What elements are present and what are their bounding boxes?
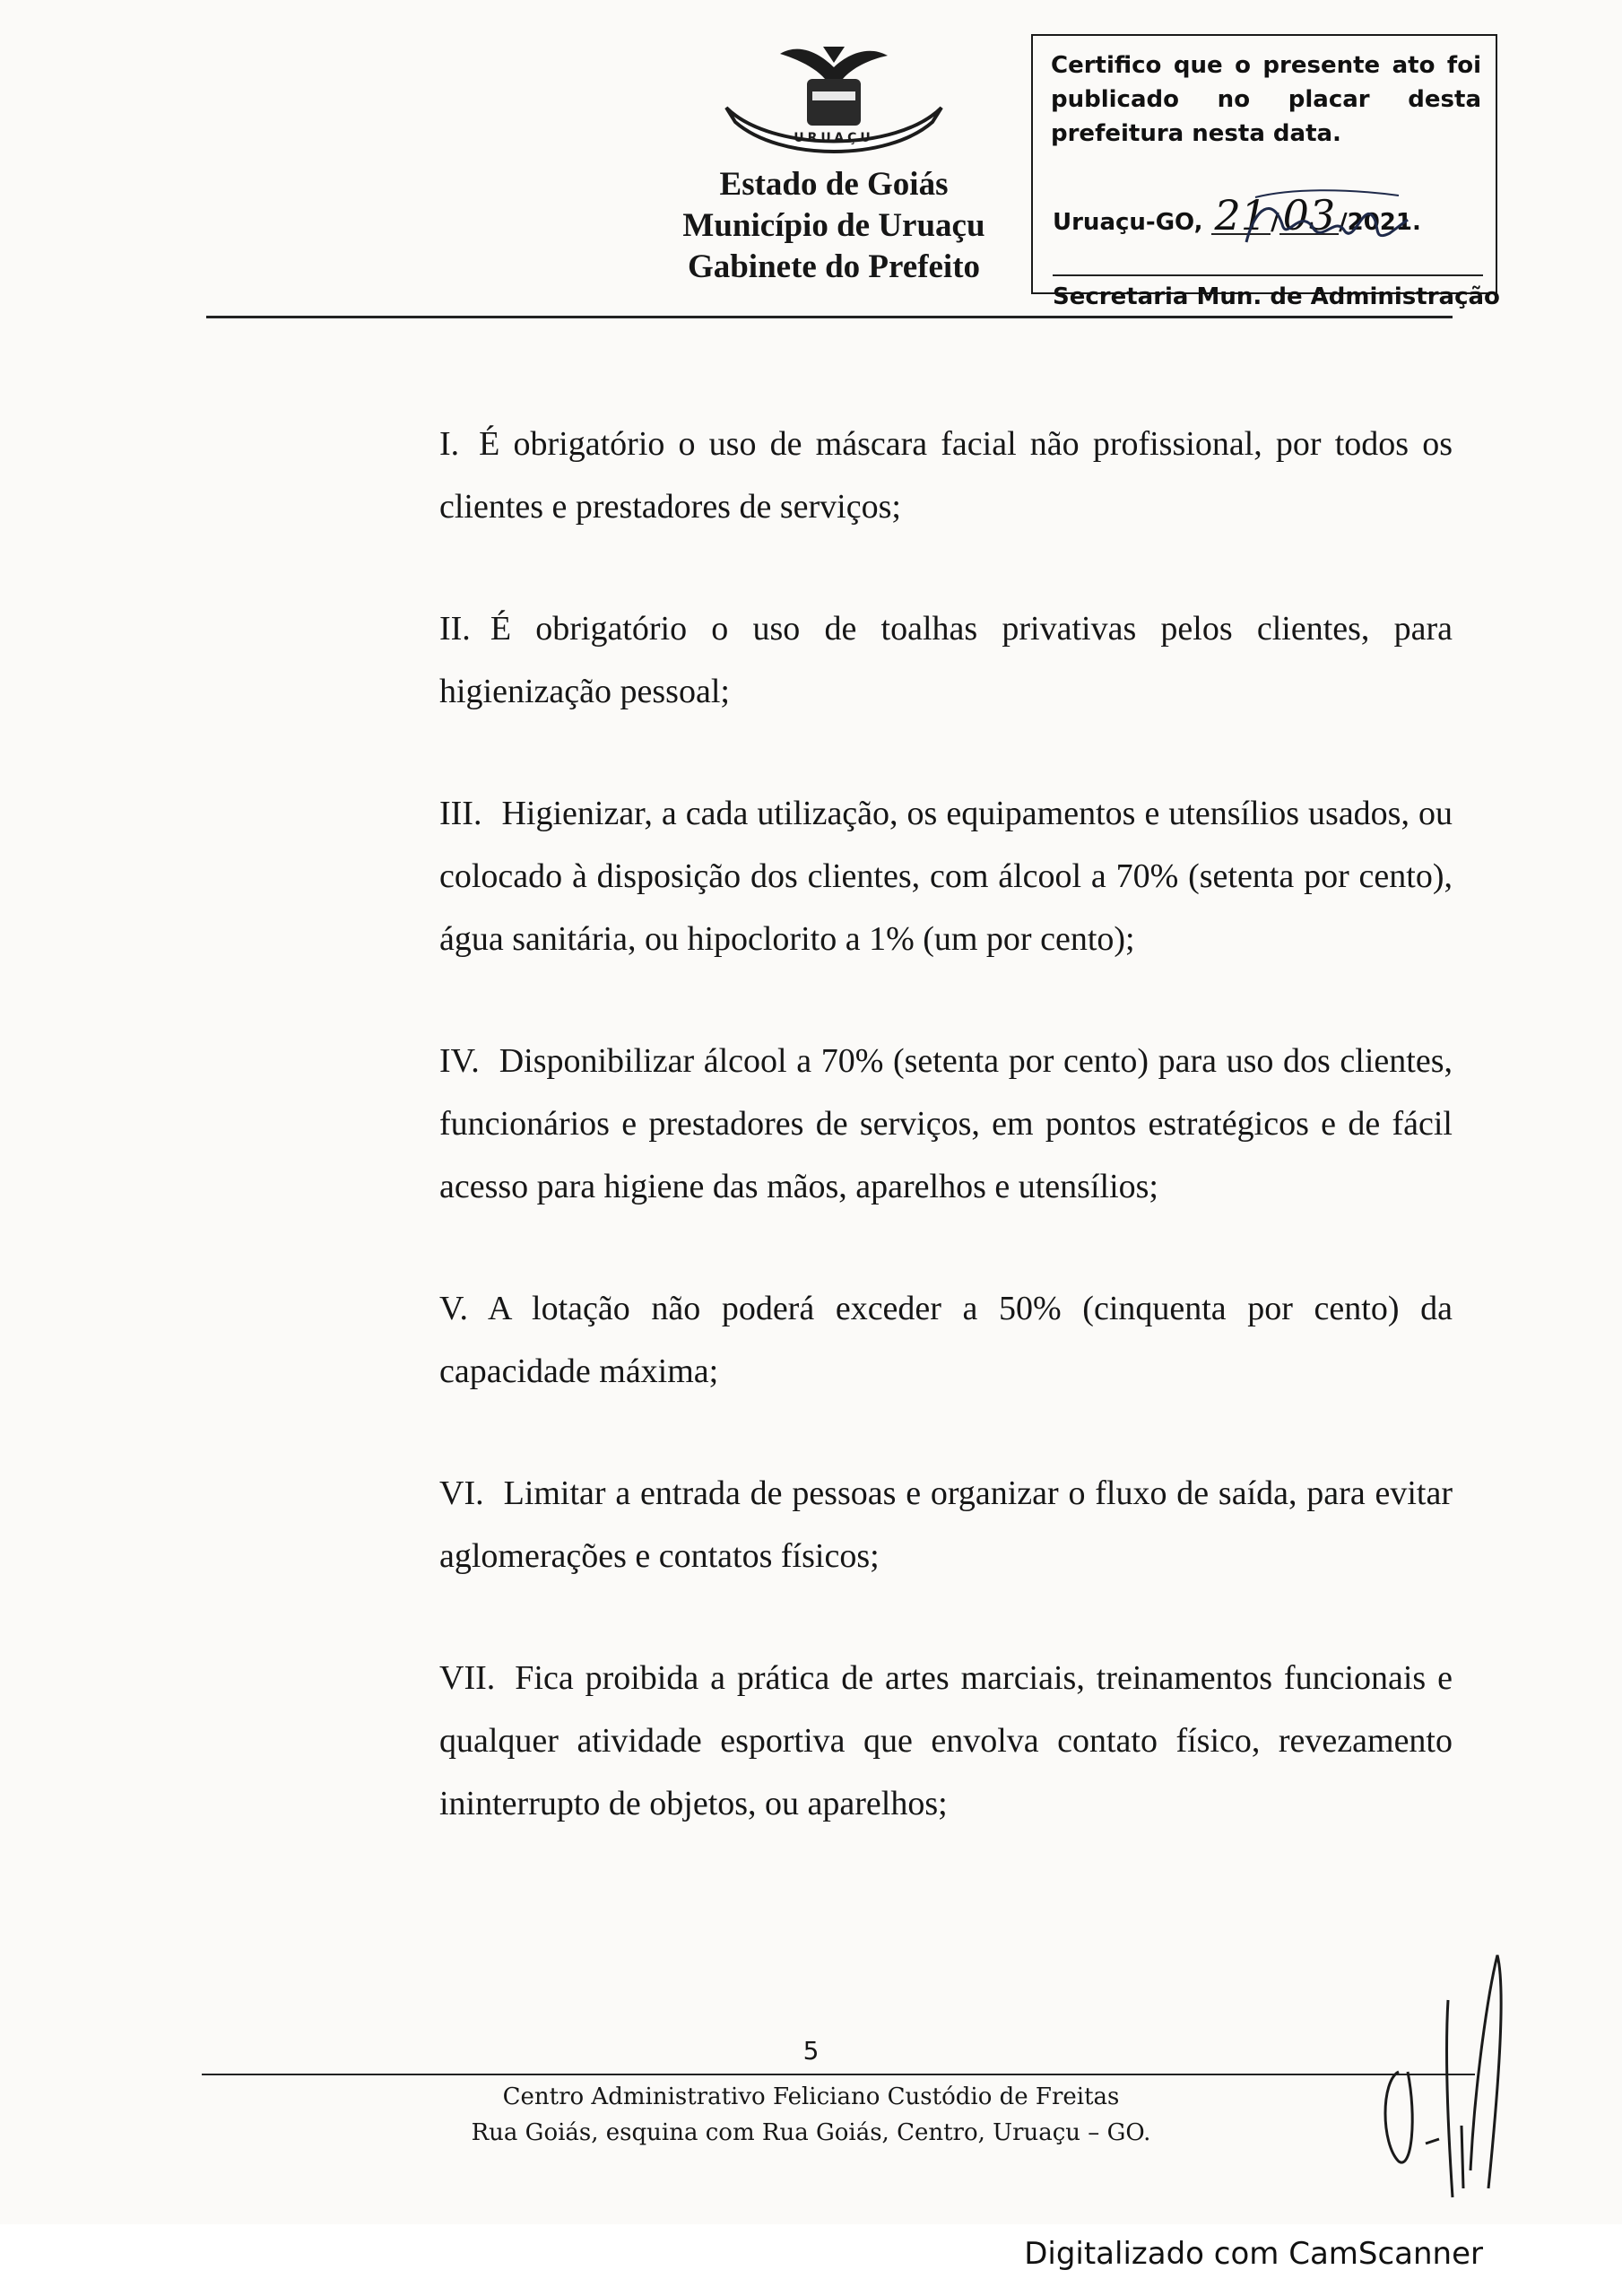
list-item [439, 597, 1453, 723]
list-item [439, 1030, 1453, 1218]
certificate-signature-line [1053, 274, 1483, 276]
certificate-day: 21 [1211, 197, 1271, 235]
header-block [619, 164, 1049, 288]
item-text: Fica proibida a prática de artes marciais, treinamentos funcionais e qualquer atividade esportiva que envolva contato físico, revezamento ininterrupto de objetos, ou aparelhos; [439, 1659, 1453, 1822]
item-text: Limitar a entrada de pessoas e organizar o fluxo de saída, para evitar aglomerações e contatos físicos; [439, 1474, 1453, 1575]
list-item [439, 782, 1453, 970]
handwritten-initials-icon [1363, 1937, 1524, 2206]
item-number: I. [439, 425, 460, 463]
item-text: É obrigatório o uso de toalhas privativas pelos clientes, para higienização pessoal; [439, 610, 1453, 710]
footer-line-1: Centro Administrativo Feliciano Custódio de Freitas [502, 2083, 1120, 2110]
item-text: Higienizar, a cada utilização, os equipamentos e utensílios usados, ou colocado à disposição dos clientes, com álcool a 70% (setenta por cento), água sanitária, ou hipoclorito a 1% (um por cento); [439, 795, 1453, 958]
item-text: É obrigatório o uso de máscara facial não profissional, por todos os clientes e prestadores de serviços; [439, 425, 1453, 526]
item-number: V. [439, 1290, 469, 1327]
list-item [439, 1647, 1453, 1835]
header-divider [206, 316, 1453, 318]
municipal-crest-icon [717, 36, 950, 161]
item-text: A lotação não poderá exceder a 50% (cinquenta por cento) da capacidade máxima; [439, 1290, 1453, 1390]
certificate-date-prefix: Uruaçu-GO, [1053, 209, 1203, 236]
item-number: IV. [439, 1042, 480, 1080]
page-number: 5 [802, 2036, 820, 2066]
certificate-secretary: Secretaria Mun. de Administração [1053, 283, 1500, 310]
certificate-signature-icon [1237, 188, 1417, 260]
article-items-list [439, 413, 1453, 1894]
item-number: VI. [439, 1474, 484, 1512]
scanner-watermark: Digitalizado com CamScanner [1024, 2236, 1483, 2272]
list-item [439, 1277, 1453, 1403]
certificate-text: Certifico que o presente ato foi publicado no placar desta prefeitura nesta data. [1051, 52, 1481, 147]
header-office: Gabinete do Prefeito [687, 248, 981, 285]
item-number: III. [439, 795, 482, 832]
footer-divider [202, 2074, 1475, 2075]
item-number: II. [439, 610, 471, 648]
footer-line-2: Rua Goiás, esquina com Rua Goiás, Centro, Uruaçu – GO. [471, 2119, 1151, 2146]
crest-ribbon-label: URUAÇU [794, 131, 874, 145]
item-text: Disponibilizar álcool a 70% (setenta por cento) para uso dos clientes, funcionários e prestadores de serviços, em pontos estratégicos e de fácil acesso para higiene das mãos, aparelhos e utensílios; [439, 1042, 1453, 1205]
certificate-year: /2021. [1339, 209, 1421, 236]
item-number: VII. [439, 1659, 496, 1697]
header-municipality: Município de Uruaçu [682, 207, 985, 244]
list-item [439, 413, 1453, 538]
list-item [439, 1462, 1453, 1587]
certificate-month: 03 [1279, 197, 1340, 235]
header-state: Estado de Goiás [719, 166, 949, 203]
certificate-date: Uruaçu-GO, 21 /03 /2021. [1053, 191, 1421, 239]
